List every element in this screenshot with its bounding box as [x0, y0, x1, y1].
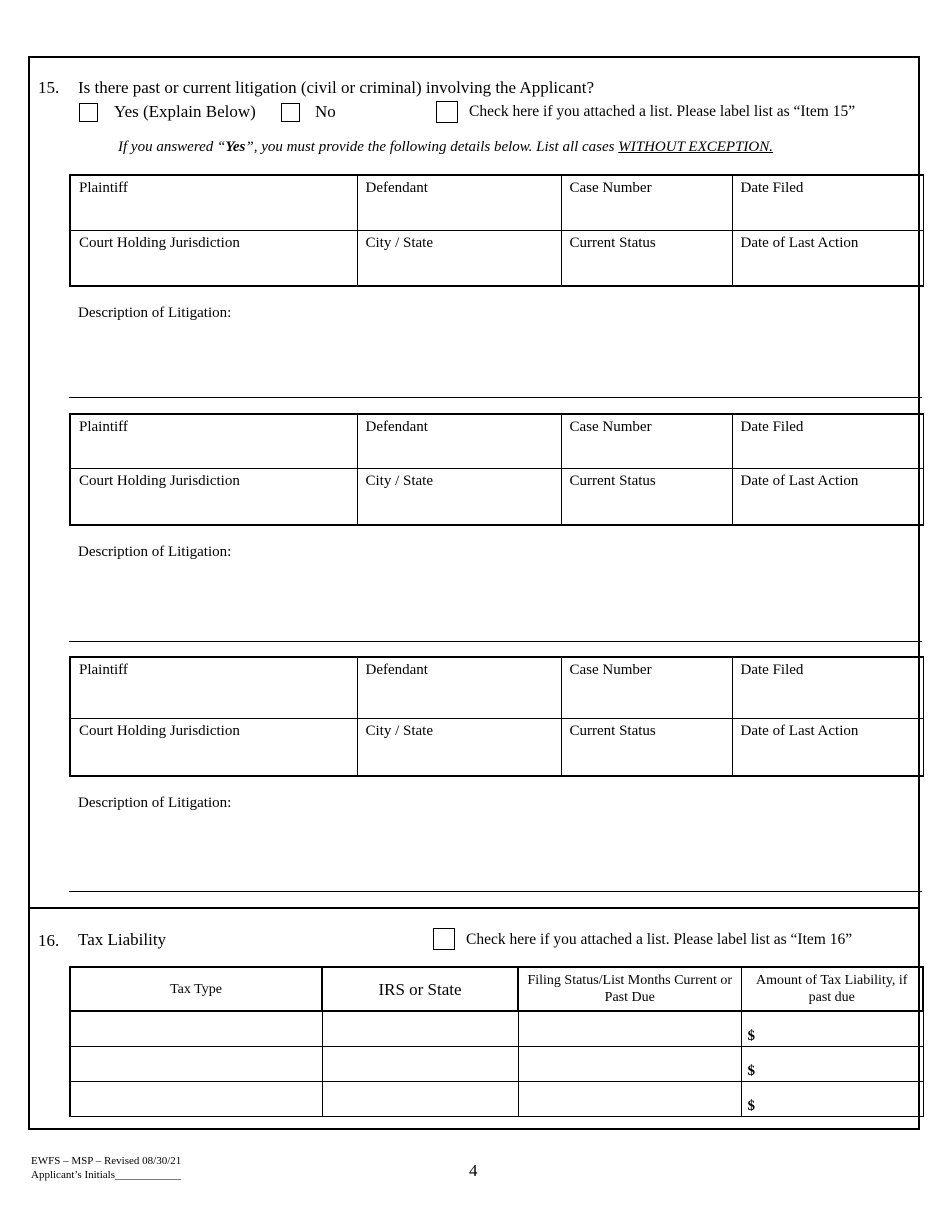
no-checkbox[interactable] — [281, 103, 300, 122]
city-state-field[interactable]: City / State — [357, 230, 561, 286]
yes-label: Yes (Explain Below) — [114, 102, 256, 121]
case-number-field[interactable]: Case Number — [561, 175, 732, 230]
date-last-action-field[interactable]: Date of Last Action — [732, 468, 923, 525]
city-state-field[interactable]: City / State — [357, 468, 561, 525]
litigation-table-1 — [69, 174, 924, 287]
plaintiff-field[interactable]: Plaintiff — [70, 657, 357, 718]
current-status-field[interactable]: Current Status — [561, 468, 732, 525]
filing-status-field[interactable] — [518, 1011, 741, 1046]
court-jurisdiction-field[interactable]: Court Holding Jurisdiction — [70, 230, 357, 286]
date-filed-field[interactable]: Date Filed — [732, 414, 923, 468]
item-16-title: Tax Liability — [78, 930, 167, 949]
irs-or-state-field[interactable] — [322, 1081, 518, 1116]
description-field-1[interactable] — [69, 397, 922, 398]
page-number: 4 — [469, 1161, 478, 1180]
current-status-field[interactable]: Current Status — [561, 718, 732, 776]
header-tax-type: Tax Type — [70, 967, 322, 1011]
yes-checkbox[interactable] — [79, 103, 98, 122]
litigation-table-2 — [69, 413, 924, 526]
tax-liability-table — [69, 966, 924, 1117]
defendant-field[interactable]: Defendant — [357, 657, 561, 718]
amount-field[interactable]: $ — [741, 1046, 923, 1081]
description-label: Description of Litigation: — [78, 305, 232, 321]
item-16-attach-checkbox[interactable] — [433, 928, 455, 950]
defendant-field[interactable]: Defendant — [357, 175, 561, 230]
item-15-number: 15. — [38, 78, 60, 97]
description-field-3[interactable] — [69, 891, 922, 892]
item-16-number: 16. — [38, 931, 60, 950]
date-filed-field[interactable]: Date Filed — [732, 657, 923, 718]
filing-status-field[interactable] — [518, 1081, 741, 1116]
item-15-question: Is there past or current litigation (civil or criminal) involving the Applicant? — [78, 78, 594, 97]
date-last-action-field[interactable]: Date of Last Action — [732, 230, 923, 286]
description-label: Description of Litigation: — [78, 544, 232, 560]
date-last-action-field[interactable]: Date of Last Action — [732, 718, 923, 776]
item-15-attach-checkbox[interactable] — [436, 101, 458, 123]
item-15-instruction: If you answered “Yes”, you must provide the following details below. List all cases WITHOUT EXCEPTION. — [118, 139, 773, 155]
case-number-field[interactable]: Case Number — [561, 414, 732, 468]
header-filing-status: Filing Status/List Months Current or Past Due — [518, 967, 741, 1011]
current-status-field[interactable]: Current Status — [561, 230, 732, 286]
tax-type-field[interactable] — [70, 1046, 322, 1081]
plaintiff-field[interactable]: Plaintiff — [70, 414, 357, 468]
filing-status-field[interactable] — [518, 1046, 741, 1081]
item-16-attach-label: Check here if you attached a list. Please label list as “Item 16” — [466, 931, 853, 948]
no-label: No — [315, 102, 336, 121]
header-irs-or-state: IRS or State — [322, 967, 518, 1011]
irs-or-state-field[interactable] — [322, 1046, 518, 1081]
header-amount: Amount of Tax Liability, if past due — [741, 967, 923, 1011]
defendant-field[interactable]: Defendant — [357, 414, 561, 468]
litigation-table-3 — [69, 656, 924, 777]
case-number-field[interactable]: Case Number — [561, 657, 732, 718]
description-field-2[interactable] — [69, 641, 922, 642]
item-15-attach-label: Check here if you attached a list. Please label list as “Item 15” — [469, 103, 856, 120]
plaintiff-field[interactable]: Plaintiff — [70, 175, 357, 230]
city-state-field[interactable]: City / State — [357, 718, 561, 776]
court-jurisdiction-field[interactable]: Court Holding Jurisdiction — [70, 468, 357, 525]
form-revision: EWFS – MSP – Revised 08/30/21 — [31, 1155, 182, 1167]
tax-type-field[interactable] — [70, 1081, 322, 1116]
date-filed-field[interactable]: Date Filed — [732, 175, 923, 230]
applicant-initials: Applicant’s Initials____________ — [31, 1169, 182, 1181]
irs-or-state-field[interactable] — [322, 1011, 518, 1046]
section-divider — [28, 907, 920, 909]
amount-field[interactable]: $ — [741, 1011, 923, 1046]
amount-field[interactable]: $ — [741, 1081, 923, 1116]
tax-type-field[interactable] — [70, 1011, 322, 1046]
court-jurisdiction-field[interactable]: Court Holding Jurisdiction — [70, 718, 357, 776]
description-label: Description of Litigation: — [78, 795, 232, 811]
